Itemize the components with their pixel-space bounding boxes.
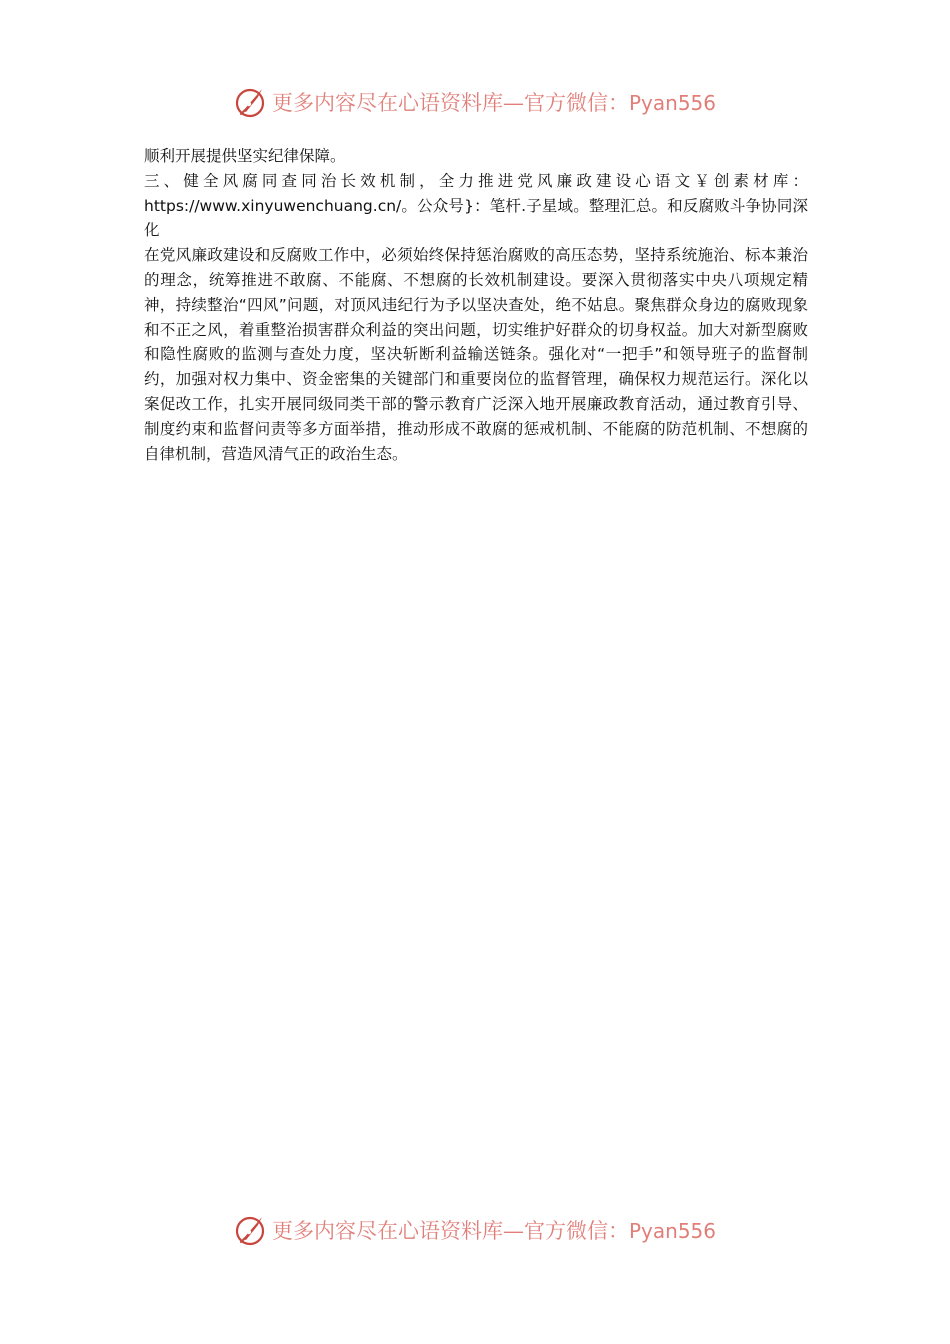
wechat-handle: Pyan556 bbox=[628, 1219, 716, 1243]
quill-pen-logo-icon bbox=[234, 1213, 268, 1247]
banner-text: 更多内容尽在心语资料库—官方微信：Pyan556 bbox=[271, 91, 716, 115]
paragraph-body: 在党风廉政建设和反腐败工作中，必须始终保持惩治腐败的高压态势，坚持系统施治、标本兼治的理念，统筹推进不敢腐、不能腐、不想腐的长效机制建设。要深入贯彻落实中央八项规定精神，持续整治“四风”问题，对顶风违纪行为予以坚决查处，绝不姑息。聚焦群众身边的腐败现象和不正之风，着重整治损害群众利益的突出问题，切实维护好群众的切身权益。加大对新型腐败和隐性腐败的监测与查处力度，坚决斩断利益输送链条。强化对“一把手”和领导班子的监督制约，加强对权力集中、资金密集的关键部门和重要岗位的监督管理，确保权力规范运行。深化以案促改工作，扎实开展同级同类干部的警示教育广泛深入地开展廉政教育活动，通过教育引导、制度约束和监督问责等多方面举措，推动形成不敢腐的惩戒机制、不能腐的防范机制、不想腐的自律机制，营造风清气正的政治生态。 bbox=[144, 246, 808, 463]
footer-banner bbox=[0, 1208, 950, 1252]
section-heading-3: 三、健全风腐同查同治长效机制，全力推进党风廉政建设心语文￥创素材库：https://www.xinyuwenchuang.cn/。公众号}：笔杆.子星域。整理汇总。和反腐败斗争协同深化 bbox=[144, 171, 808, 240]
quill-pen-logo-icon bbox=[234, 85, 268, 119]
header-banner bbox=[0, 80, 950, 124]
paragraph-intro: 顺利开展提供坚实纪律保障。 bbox=[144, 147, 346, 165]
banner-text: 更多内容尽在心语资料库—官方微信：Pyan556 bbox=[271, 1219, 716, 1243]
wechat-handle: Pyan556 bbox=[628, 91, 716, 115]
document-body bbox=[144, 144, 808, 466]
